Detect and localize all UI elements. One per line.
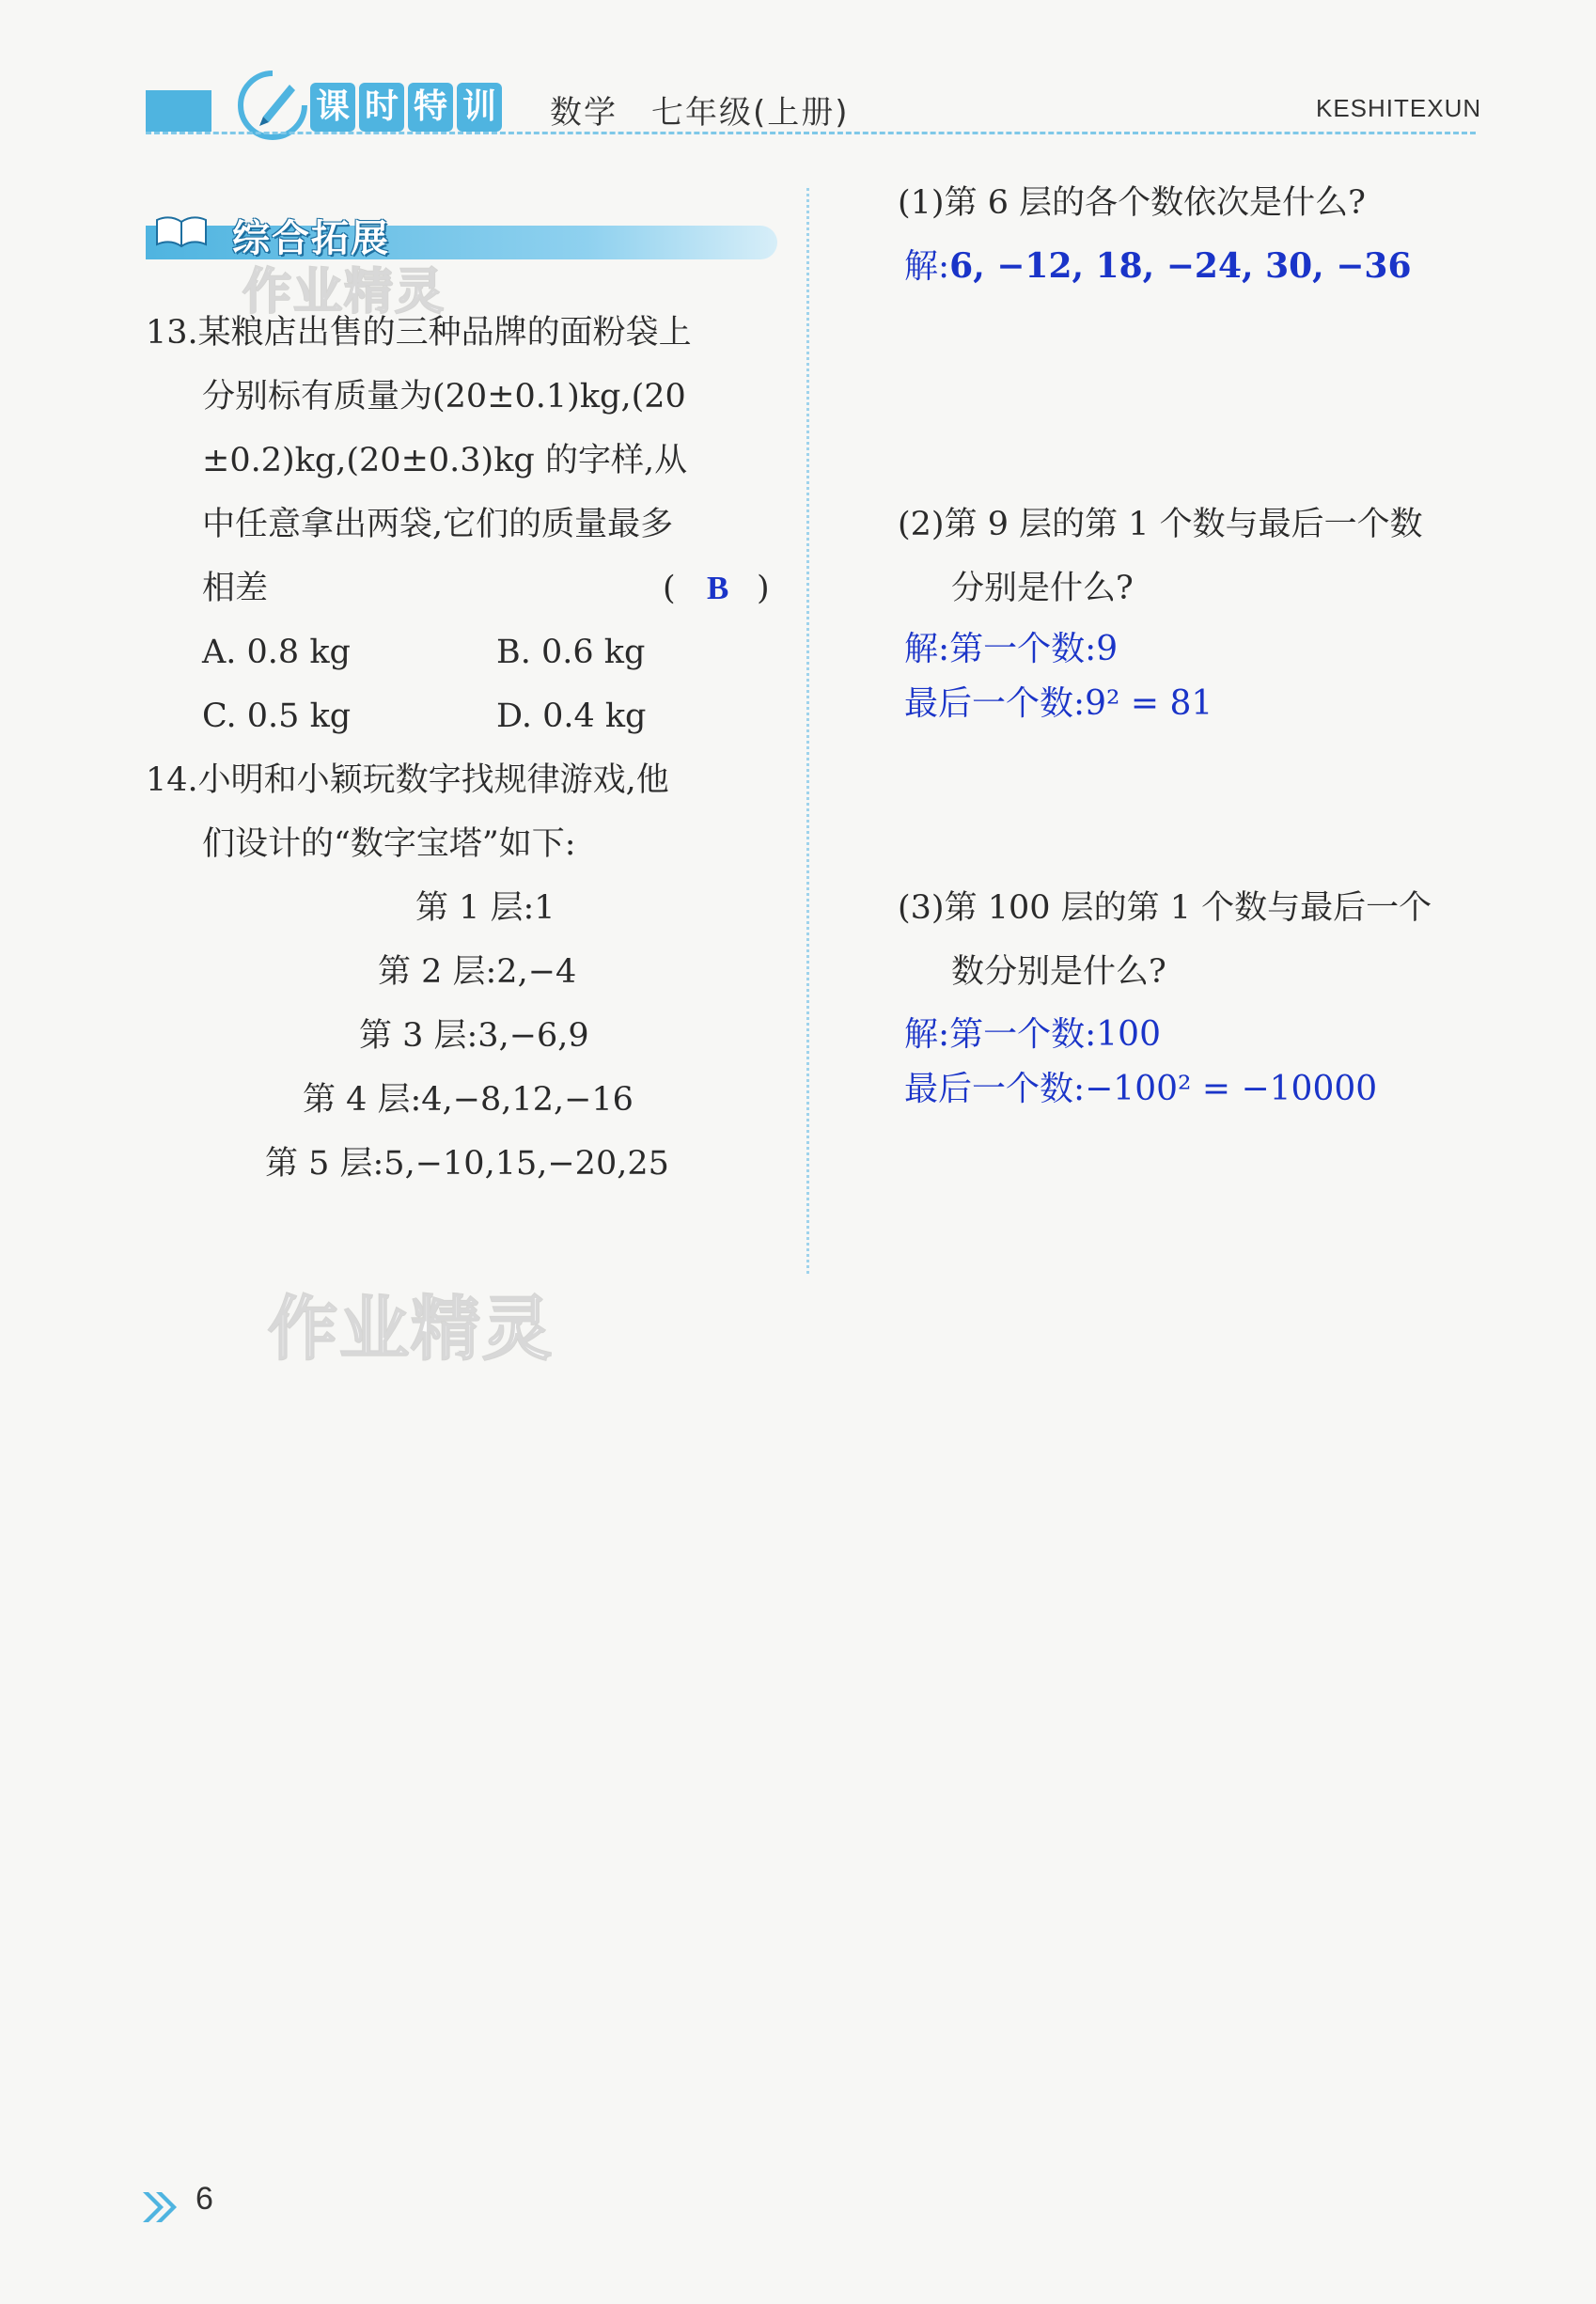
q13-line: ±0.2)kg,(20±0.3)kg 的字样,从 <box>202 442 688 479</box>
q13-option-c: C. 0.5 kg <box>202 697 352 735</box>
q13-line: 相差 <box>202 570 269 607</box>
section-title: 综合拓展 <box>232 217 390 260</box>
header-subject: 数学 七年级(上册) <box>550 94 850 132</box>
sub3-question: 数分别是什么? <box>951 953 1166 991</box>
q13-paren-close: ) <box>757 570 770 607</box>
q13-answer: B <box>707 570 729 606</box>
brand-char: 课 <box>310 83 355 132</box>
column-divider <box>806 188 809 1274</box>
page-number: 6 <box>196 2181 213 2217</box>
answer-label: 解: <box>904 247 950 286</box>
tower-row: 第 5 层:5,−10,15,−20,25 <box>265 1145 669 1183</box>
q13-paren-open: ( <box>663 570 676 607</box>
section-banner <box>146 209 777 265</box>
book-icon <box>153 212 210 250</box>
q13-line: 分别标有质量为(20±0.1)kg,(20 <box>202 378 686 415</box>
watermark: 作业精灵 <box>243 264 446 321</box>
sub2-answer: 解:第一个数:9 <box>904 630 1119 668</box>
tower-row: 第 1 层:1 <box>415 889 555 927</box>
brand-char: 训 <box>457 83 502 132</box>
sub2-answer: 最后一个数:9² = 81 <box>904 684 1213 723</box>
brand-char: 时 <box>359 83 404 132</box>
tower-row: 第 3 层:3,−6,9 <box>359 1017 589 1055</box>
sub3-answer: 最后一个数:−100² = −10000 <box>904 1070 1378 1108</box>
header-brand-en: KESHITEXUN <box>1316 94 1482 122</box>
tower-row: 第 2 层:2,−4 <box>378 953 577 991</box>
header-brand <box>310 83 502 132</box>
sub2-question: (2)第 9 层的第 1 个数与最后一个数 <box>898 506 1423 543</box>
q13-option-b: B. 0.6 kg <box>496 634 646 671</box>
brand-char: 特 <box>408 83 453 132</box>
answer-value: 6, −12, 18, −24, 30, −36 <box>949 246 1412 286</box>
q13-line: 中任意拿出两袋,它们的质量最多 <box>202 506 674 543</box>
sub2-question: 分别是什么? <box>951 570 1134 607</box>
q13-option-a: A. 0.8 kg <box>202 634 351 671</box>
header-divider <box>146 132 1476 134</box>
sub3-answer: 解:第一个数:100 <box>904 1015 1161 1054</box>
q13-option-d: D. 0.4 kg <box>496 697 647 735</box>
sub1-question: (1)第 6 层的各个数依次是什么? <box>898 184 1366 222</box>
tower-row: 第 4 层:4,−8,12,−16 <box>303 1081 634 1119</box>
double-chevron-icon <box>141 2188 179 2226</box>
header-accent-bar <box>146 90 211 132</box>
q13-line: 13.某粮店出售的三种品牌的面粉袋上 <box>146 314 692 352</box>
sub1-answer <box>904 239 1412 294</box>
watermark: 作业精灵 <box>268 1289 554 1370</box>
q14-line: 们设计的“数字宝塔”如下: <box>202 825 576 863</box>
sub3-question: (3)第 100 层的第 1 个数与最后一个 <box>898 889 1432 927</box>
q14-line: 14.小明和小颖玩数字找规律游戏,他 <box>146 761 669 799</box>
